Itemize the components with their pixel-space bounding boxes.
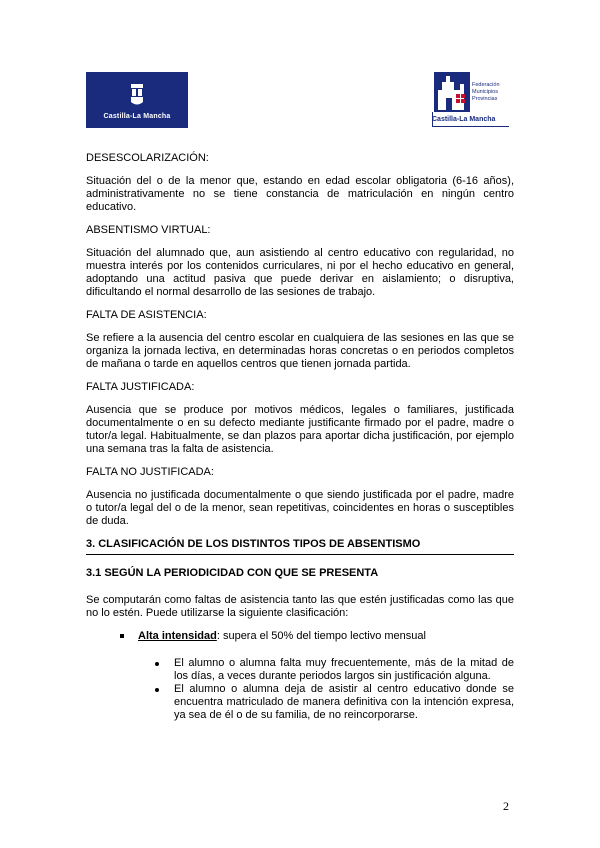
definition-term: FALTA NO JUSTIFICADA: (86, 466, 214, 478)
logo-right-caption: Castilla-La Mancha (432, 116, 496, 123)
definition-text: Ausencia no justificada documentalmente o que siendo justificada por el padre, madre o tutor/a legal del o de la menor, sean repetitivas, coincidentes en horas o susceptibles de duda. (86, 489, 514, 527)
logo-right-line2: Municipios (472, 89, 498, 95)
logo-castilla-la-mancha (86, 72, 188, 128)
crest-icon (130, 84, 144, 106)
bullet-label: Alta intensidad (138, 630, 217, 642)
logo-left-caption: Castilla-La Mancha (103, 113, 171, 120)
definition-term: FALTA JUSTIFICADA: (86, 381, 195, 393)
section-title: 3. CLASIFICACIÓN DE LOS DISTINTOS TIPOS DE ABSENTISMO (86, 538, 514, 555)
definition-text: Situación del o de la menor que, estando en edad escolar obligatoria (6-16 años), administrativamente no se tiene constancia de matriculación en ningún centro educativo. (86, 175, 514, 213)
bullet-dot-icon (155, 662, 159, 666)
definition-text: Se refiere a la ausencia del centro escolar en cualquiera de las sesiones en las que se organiza la jornada lectiva, en determinadas horas concretas o en periodos completos de mañana o tarde en aquellos centros que tienen jornada partida. (86, 332, 514, 370)
section-intro: Se computarán como faltas de asistencia tanto las que estén justificadas como las que no lo estén. Puede utilizarse la siguiente clasificación: (86, 594, 514, 619)
logo-right-line3: Provincias (472, 96, 498, 102)
definition-falta-justificada (86, 381, 514, 456)
list-item-text: El alumno o alumna falta muy frecuentemente, más de la mitad de los días, a veces durante periodos largos sin justificación alguna. (174, 657, 514, 682)
list-item (174, 683, 514, 722)
definition-term: DESESCOLARIZACIÓN: (86, 152, 209, 164)
list-item (174, 657, 514, 683)
definition-falta-de-asistencia (86, 309, 514, 371)
logo-right-line1: Federación (472, 82, 500, 88)
subsection-title: 3.1 SEGÚN LA PERIODICIDAD CON QUE SE PRESENTA (86, 567, 379, 579)
list-item-text: El alumno o alumna deja de asistir al centro educativo donde se encuentra matriculado de manera definitiva con la intención expresa, ya sea de él o de su familia, de no reincorporarse. (174, 683, 514, 721)
definition-text: Ausencia que se produce por motivos médicos, legales o familiares, justificada documentalmente o en su defecto mediante justificante firmado por el padre, madre o tutor/a legal. Habitualmente, se dan plazos para aportar dicha justificación, por ejemplo una semana tras la falta de asistencia. (86, 404, 514, 455)
bullet-dot-icon (155, 688, 159, 692)
definition-text: Situación del alumnado que, aun asistiendo al centro educativo con regularidad, no muestra interés por los contenidos curriculares, ni por el hecho educativo en general, adoptando una actitud pasiva que puede derivar en aislamiento; o disruptiva, dificultando el normal desarrollo de las sesiones de trabajo. (86, 247, 514, 298)
document-body (86, 152, 514, 722)
square-bullet-icon (120, 634, 124, 638)
logo-federacion-municipios (432, 72, 512, 128)
bullet-alta-intensidad (86, 630, 514, 643)
page-number: 2 (503, 799, 509, 813)
definition-desescolarizacion (86, 152, 514, 214)
definition-term: ABSENTISMO VIRTUAL: (86, 224, 211, 236)
definition-absentismo-virtual (86, 224, 514, 299)
sub-bullet-list (86, 657, 514, 722)
definition-term: FALTA DE ASISTENCIA: (86, 309, 207, 321)
castle-icon (434, 72, 470, 112)
definition-falta-no-justificada (86, 466, 514, 528)
bullet-text: : supera el 50% del tiempo lectivo mensual (216, 630, 426, 642)
